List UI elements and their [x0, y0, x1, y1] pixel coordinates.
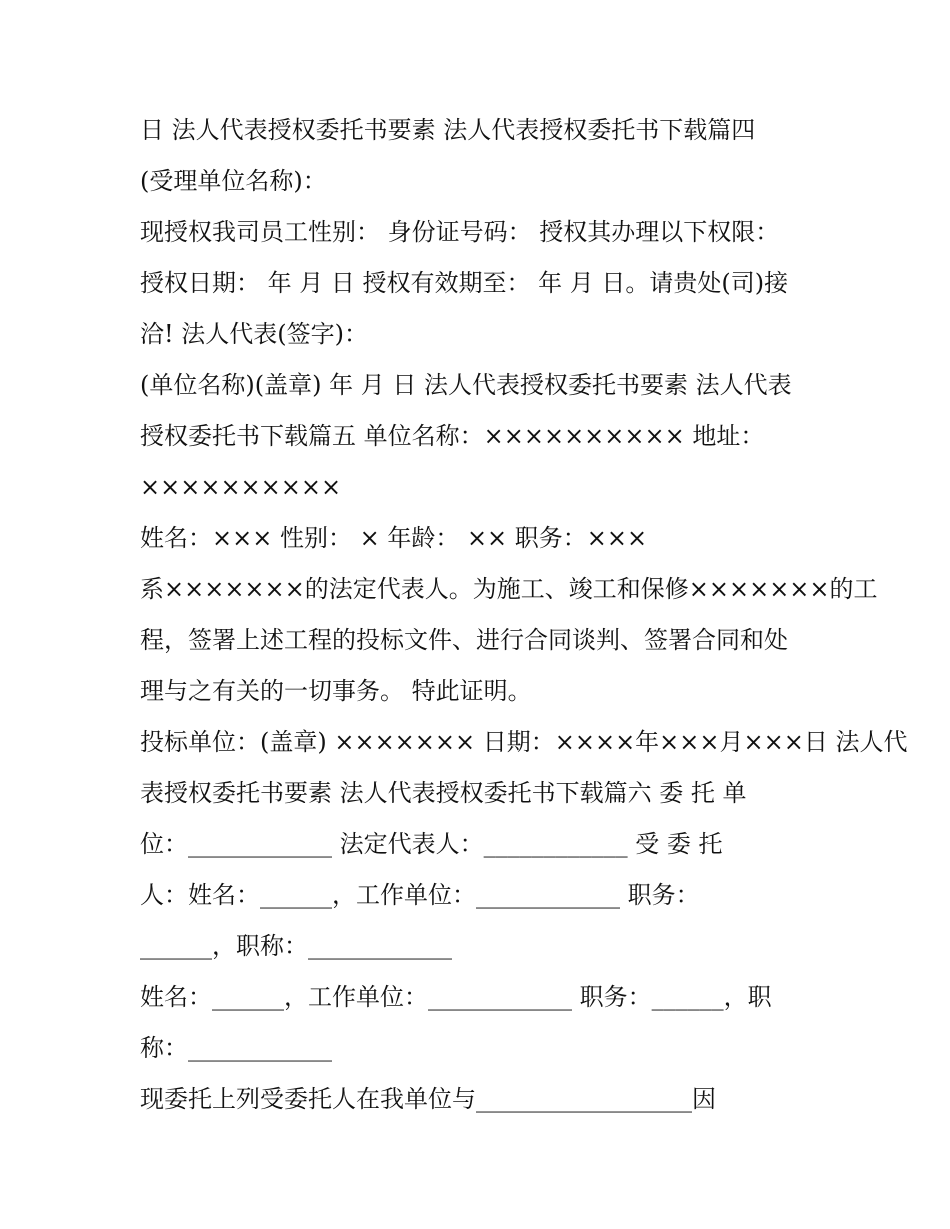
text-line: 表授权委托书要素 法人代表授权委托书下载篇六 委 托 单 [140, 779, 747, 807]
text-line: 程，签署上述工程的投标文件、进行合同谈判、签署合同和处 [140, 626, 788, 654]
text-line: 系×××××××的法定代表人。为施工、竣工和保修×××××××的工 [140, 575, 878, 603]
text-line: 姓名：______，工作单位：____________ 职务：______，职 [140, 983, 772, 1011]
document-body [140, 108, 908, 1128]
text-line: 授权委托书下载篇五 单位名称：×××××××××× 地址： [140, 422, 765, 450]
text-line: (受理单位名称)： [140, 167, 327, 195]
text-line: 姓名：××× 性别： × 年龄： ×× 职务：××× [140, 524, 648, 552]
text-line: 称：____________ [140, 1034, 332, 1062]
text-line: 理与之有关的一切事务。 特此证明。 [140, 677, 532, 705]
text-line: 授权日期： 年 月 日 授权有效期至： 年 月 日。请贵处(司)接 [140, 269, 789, 297]
text-line: 投标单位：(盖章) ××××××× 日期：××××年×××月×××日 法人代 [140, 728, 908, 756]
text-line: 位：____________ 法定代表人：____________ 受 委 托 [140, 830, 723, 858]
text-line: 洽! 法人代表(签字)： [140, 320, 368, 348]
text-line: ______，职称：____________ [140, 932, 452, 960]
text-line: 日 法人代表授权委托书要素 法人代表授权委托书下载篇四 [140, 116, 756, 144]
text-line: (单位名称)(盖章) 年 月 日 法人代表授权委托书要素 法人代表 [140, 371, 792, 399]
text-line: 人：姓名：______，工作单位：____________ 职务： [140, 881, 700, 909]
text-line: 现委托上列受委托人在我单位与__________________因 [140, 1085, 716, 1113]
text-line: 现授权我司员工性别： 身份证号码： 授权其办理以下权限： [140, 218, 780, 246]
text-line: ×××××××××× [140, 473, 342, 501]
